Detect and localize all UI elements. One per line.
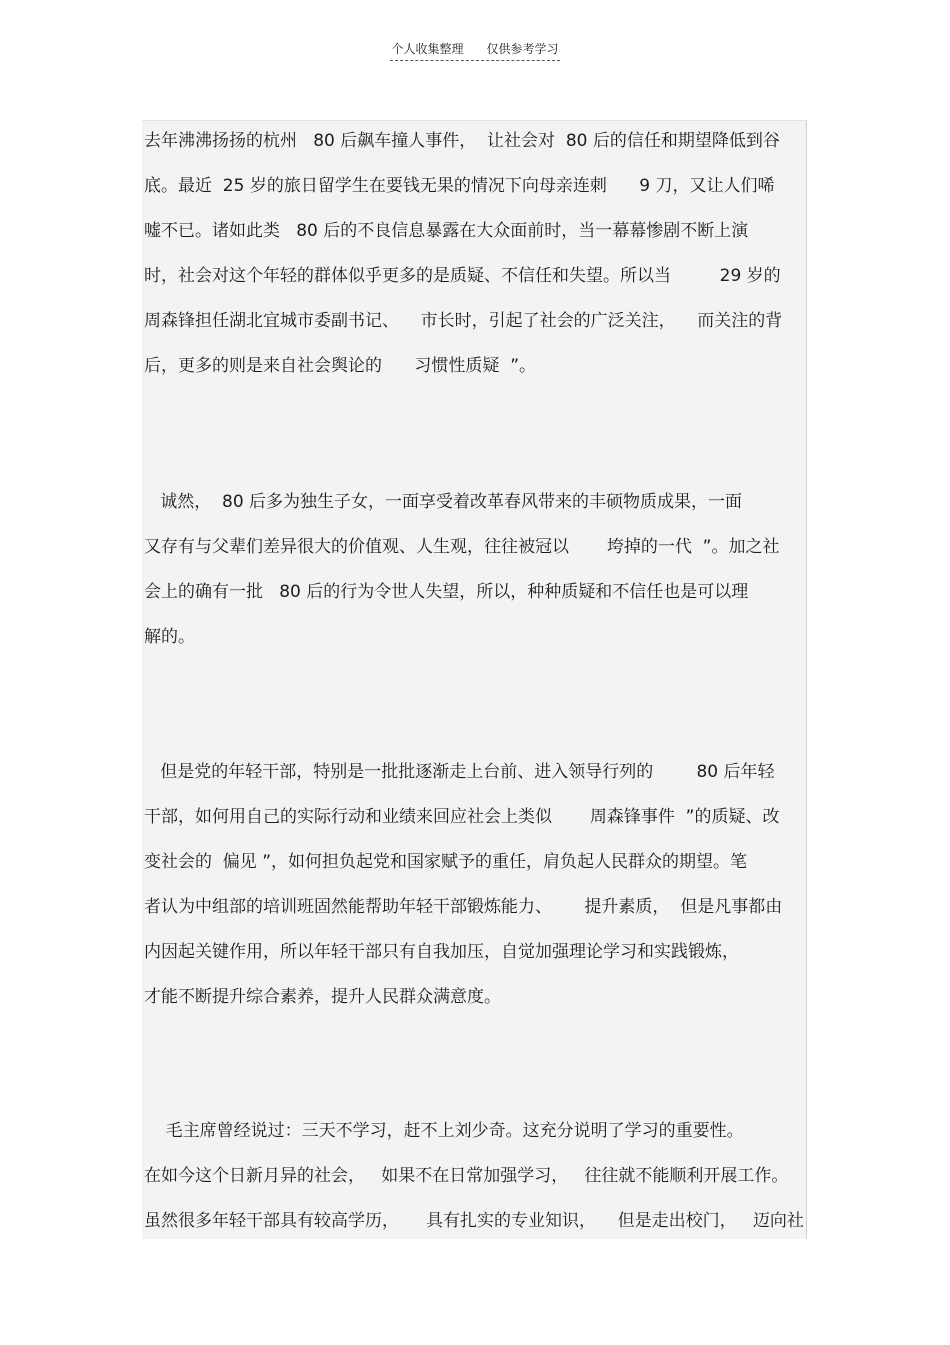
paragraph-2-line-3: 会上的确有一批 80 后的行为令世人失望，所以，种种质疑和不信任也是可以理 <box>144 582 749 602</box>
paragraph-1-line-2: 底。最近 25 岁的旅日留学生在要钱无果的情况下向母亲连刺 9 刀，又让人们唏 <box>144 176 775 196</box>
document-body <box>142 120 807 1239</box>
paragraph-4-line-2: 在如今这个日新月异的社会， 如果不在日常加强学习， 往往就不能顺利开展工作。 <box>144 1166 789 1186</box>
paragraph-4-line-3: 虽然很多年轻干部具有较高学历， 具有扎实的专业知识， 但是走出校门， 迈向社 <box>144 1211 804 1231</box>
paragraph-4-line-1: 毛主席曾经说过：三天不学习，赶不上刘少奇。这充分说明了学习的重要性。 <box>144 1121 744 1141</box>
paragraph-3-line-6: 才能不断提升综合素养，提升人民群众满意度。 <box>144 987 501 1007</box>
header-left-text: 个人收集整理 <box>391 42 464 56</box>
paragraph-3-line-3: 变社会的 偏见 ”，如何担负起党和国家赋予的重任，肩负起人民群众的期望。笔 <box>144 852 748 872</box>
paragraph-1-line-5: 周森锋担任湖北宜城市委副书记、 市长时，引起了社会的广泛关注， 而关注的背 <box>144 311 783 331</box>
paragraph-1-line-3: 嘘不已。诸如此类 80 后的不良信息暴露在大众面前时，当一幕幕惨剧不断上演 <box>144 221 749 241</box>
paragraph-1-line-6: 后，更多的则是来自社会舆论的 习惯性质疑 ”。 <box>144 356 537 376</box>
paragraph-2-line-2: 又存有与父辈们差异很大的价值观、人生观，往往被冠以 垮掉的一代 ”。加之社 <box>144 537 780 557</box>
paragraph-1-line-1: 去年沸沸扬扬的杭州 80 后飙车撞人事件， 让社会对 80 后的信任和期望降低到谷 <box>144 131 780 151</box>
paragraph-3-line-5: 内因起关键作用，所以年轻干部只有自我加压，自觉加强理论学习和实践锻炼， <box>144 942 739 962</box>
paragraph-3-line-1: 但是党的年轻干部，特别是一批批逐渐走上台前、进入领导行列的 80 后年轻 <box>144 762 775 782</box>
paragraph-2-line-4: 解的。 <box>144 627 195 647</box>
paragraph-2-line-1: 诚然， 80 后多为独生子女，一面享受着改革春风带来的丰硕物质成果，一面 <box>144 492 743 512</box>
paragraph-3-line-4: 者认为中组部的培训班固然能帮助年轻干部锻炼能力、 提升素质， 但是凡事都由 <box>144 897 783 917</box>
header-text-group <box>390 40 561 61</box>
paragraph-3-line-2: 干部，如何用自己的实际行动和业绩来回应社会上类似 周森锋事件 ”的质疑、改 <box>144 807 780 827</box>
header-right-text: 仅供参考学习 <box>486 42 559 56</box>
page-header <box>0 40 950 61</box>
paragraph-1-line-4: 时，社会对这个年轻的群体似乎更多的是质疑、不信任和失望。所以当 29 岁的 <box>144 266 781 286</box>
